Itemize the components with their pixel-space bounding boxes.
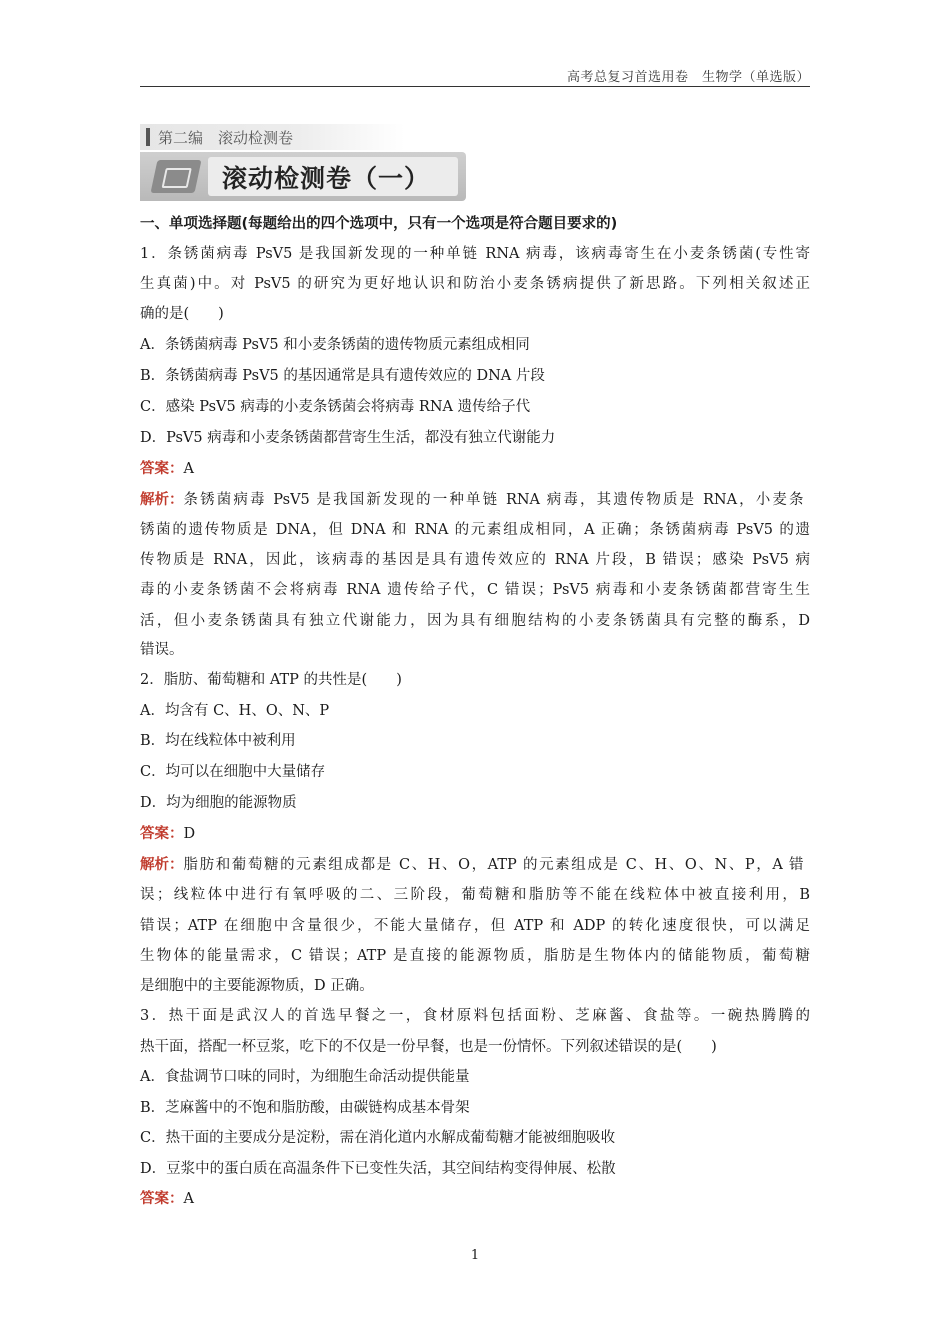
q2-option-b: B．均在线粒体中被利用 xyxy=(140,733,296,749)
q1-stem-line: 1．条锈菌病毒 PsV5 是我国新发现的一种单链 RNA 病毒，该病毒寄生在小麦条锈菌(专性寄 xyxy=(140,246,810,262)
q1-stem-line: 确的是( ) xyxy=(140,306,224,322)
answer-label: 答案： xyxy=(140,1191,184,1207)
q1-option-b: B．条锈菌病毒 PsV5 的基因通常是具有遗传效应的 DNA 片段 xyxy=(140,368,545,384)
q1-analysis-first xyxy=(140,490,804,510)
title-banner xyxy=(140,152,466,201)
answer-value: A xyxy=(183,1191,194,1207)
page-number: 1 xyxy=(470,1248,480,1263)
answer-value: A xyxy=(183,461,194,477)
q3-option-b: B．芝麻酱中的不饱和脂肪酸，由碳链构成基本骨架 xyxy=(140,1100,470,1116)
q2-analysis-first xyxy=(140,855,804,875)
section-tag-bar xyxy=(146,128,150,146)
q2-analysis-line: 误；线粒体中进行有氧呼吸的二、三阶段，葡萄糖和脂肪等不能在线粒体中被直接利用，B xyxy=(140,887,810,903)
analysis-text: 脂肪和葡萄糖的元素组成都是 C、H、O，ATP 的元素组成是 C、H、O、N、P，A 错 xyxy=(183,857,804,873)
q3-option-c: C．热干面的主要成分是淀粉，需在消化道内水解成葡萄糖才能被细胞吸收 xyxy=(140,1130,616,1146)
q1-option-a: A．条锈菌病毒 PsV5 和小麦条锈菌的遗传物质元素组成相同 xyxy=(140,337,530,353)
part-heading: 一、单项选择题(每题给出的四个选项中，只有一个选项是符合题目要求的) xyxy=(140,216,618,232)
analysis-label: 解析： xyxy=(140,492,184,508)
q1-analysis-line: 活，但小麦条锈菌具有独立代谢能力，因为具有细胞结构的小麦条锈菌具有完整的酶系，D xyxy=(140,613,810,629)
q1-analysis-line: 锈菌的遗传物质是 DNA，但 DNA 和 RNA 的元素组成相同，A 正确；条锈菌病毒 PsV5 的遗 xyxy=(140,522,810,538)
page-title: 滚动检测卷（一） xyxy=(208,157,458,196)
q1-analysis-line: 错误。 xyxy=(140,642,184,658)
answer-label: 答案： xyxy=(140,826,184,842)
q2-option-c: C．均可以在细胞中大量储存 xyxy=(140,764,326,780)
q2-option-a: A．均含有 C、H、O、N、P xyxy=(140,703,330,719)
q3-option-d: D．豆浆中的蛋白质在高温条件下已变性失活，其空间结构变得伸展、松散 xyxy=(140,1161,616,1177)
section-tag xyxy=(140,124,405,150)
q1-answer xyxy=(140,459,194,479)
answer-label: 答案： xyxy=(140,461,184,477)
book-icon xyxy=(150,160,201,193)
analysis-text: 条锈菌病毒 PsV5 是我国新发现的一种单链 RNA 病毒，其遗传物质是 RNA，小麦条 xyxy=(183,492,804,508)
section-tag-label: 第二编 滚动检测卷 xyxy=(158,128,294,147)
analysis-label: 解析： xyxy=(140,857,184,873)
answer-value: D xyxy=(183,826,196,842)
q3-option-a: A．食盐调节口味的同时，为细胞生命活动提供能量 xyxy=(140,1069,470,1085)
q1-stem-line: 生真菌)中。对 PsV5 的研究为更好地认识和防治小麦条锈病提供了新思路。下列相关叙述正 xyxy=(140,276,810,292)
q2-stem-line: 2．脂肪、葡萄糖和 ATP 的共性是( ) xyxy=(140,672,402,688)
q3-stem-line: 热干面，搭配一杯豆浆，吃下的不仅是一份早餐，也是一份情怀。下列叙述错误的是( ) xyxy=(140,1039,717,1055)
q3-stem-line: 3．热干面是武汉人的首选早餐之一，食材原料包括面粉、芝麻酱、食盐等。一碗热腾腾的 xyxy=(140,1008,810,1024)
q1-analysis-line: 传物质是 RNA，因此，该病毒的基因是具有遗传效应的 RNA 片段，B 错误；感染 PsV5 病 xyxy=(140,552,810,568)
q1-option-d: D．PsV5 病毒和小麦条锈菌都营寄生生活，都没有独立代谢能力 xyxy=(140,430,556,446)
q3-answer xyxy=(140,1189,194,1209)
header-rule xyxy=(140,86,810,87)
q2-analysis-line: 错误；ATP 在细胞中含量很少，不能大量储存，但 ATP 和 ADP 的转化速度很快，可以满足 xyxy=(140,918,810,934)
q2-analysis-line: 是细胞中的主要能源物质，D 正确。 xyxy=(140,978,374,994)
q2-option-d: D．均为细胞的能源物质 xyxy=(140,795,297,811)
running-header: 高考总复习首选用卷 生物学（单选版） xyxy=(566,70,810,85)
q2-answer xyxy=(140,824,195,844)
q2-analysis-line: 生物体的能量需求，C 错误；ATP 是直接的能源物质，脂肪是生物体内的储能物质，葡萄糖 xyxy=(140,948,810,964)
q1-option-c: C．感染 PsV5 病毒的小麦条锈菌会将病毒 RNA 遗传给子代 xyxy=(140,399,531,415)
q1-analysis-line: 毒的小麦条锈菌不会将病毒 RNA 遗传给子代，C 错误；PsV5 病毒和小麦条锈菌都营寄生生 xyxy=(140,582,810,598)
